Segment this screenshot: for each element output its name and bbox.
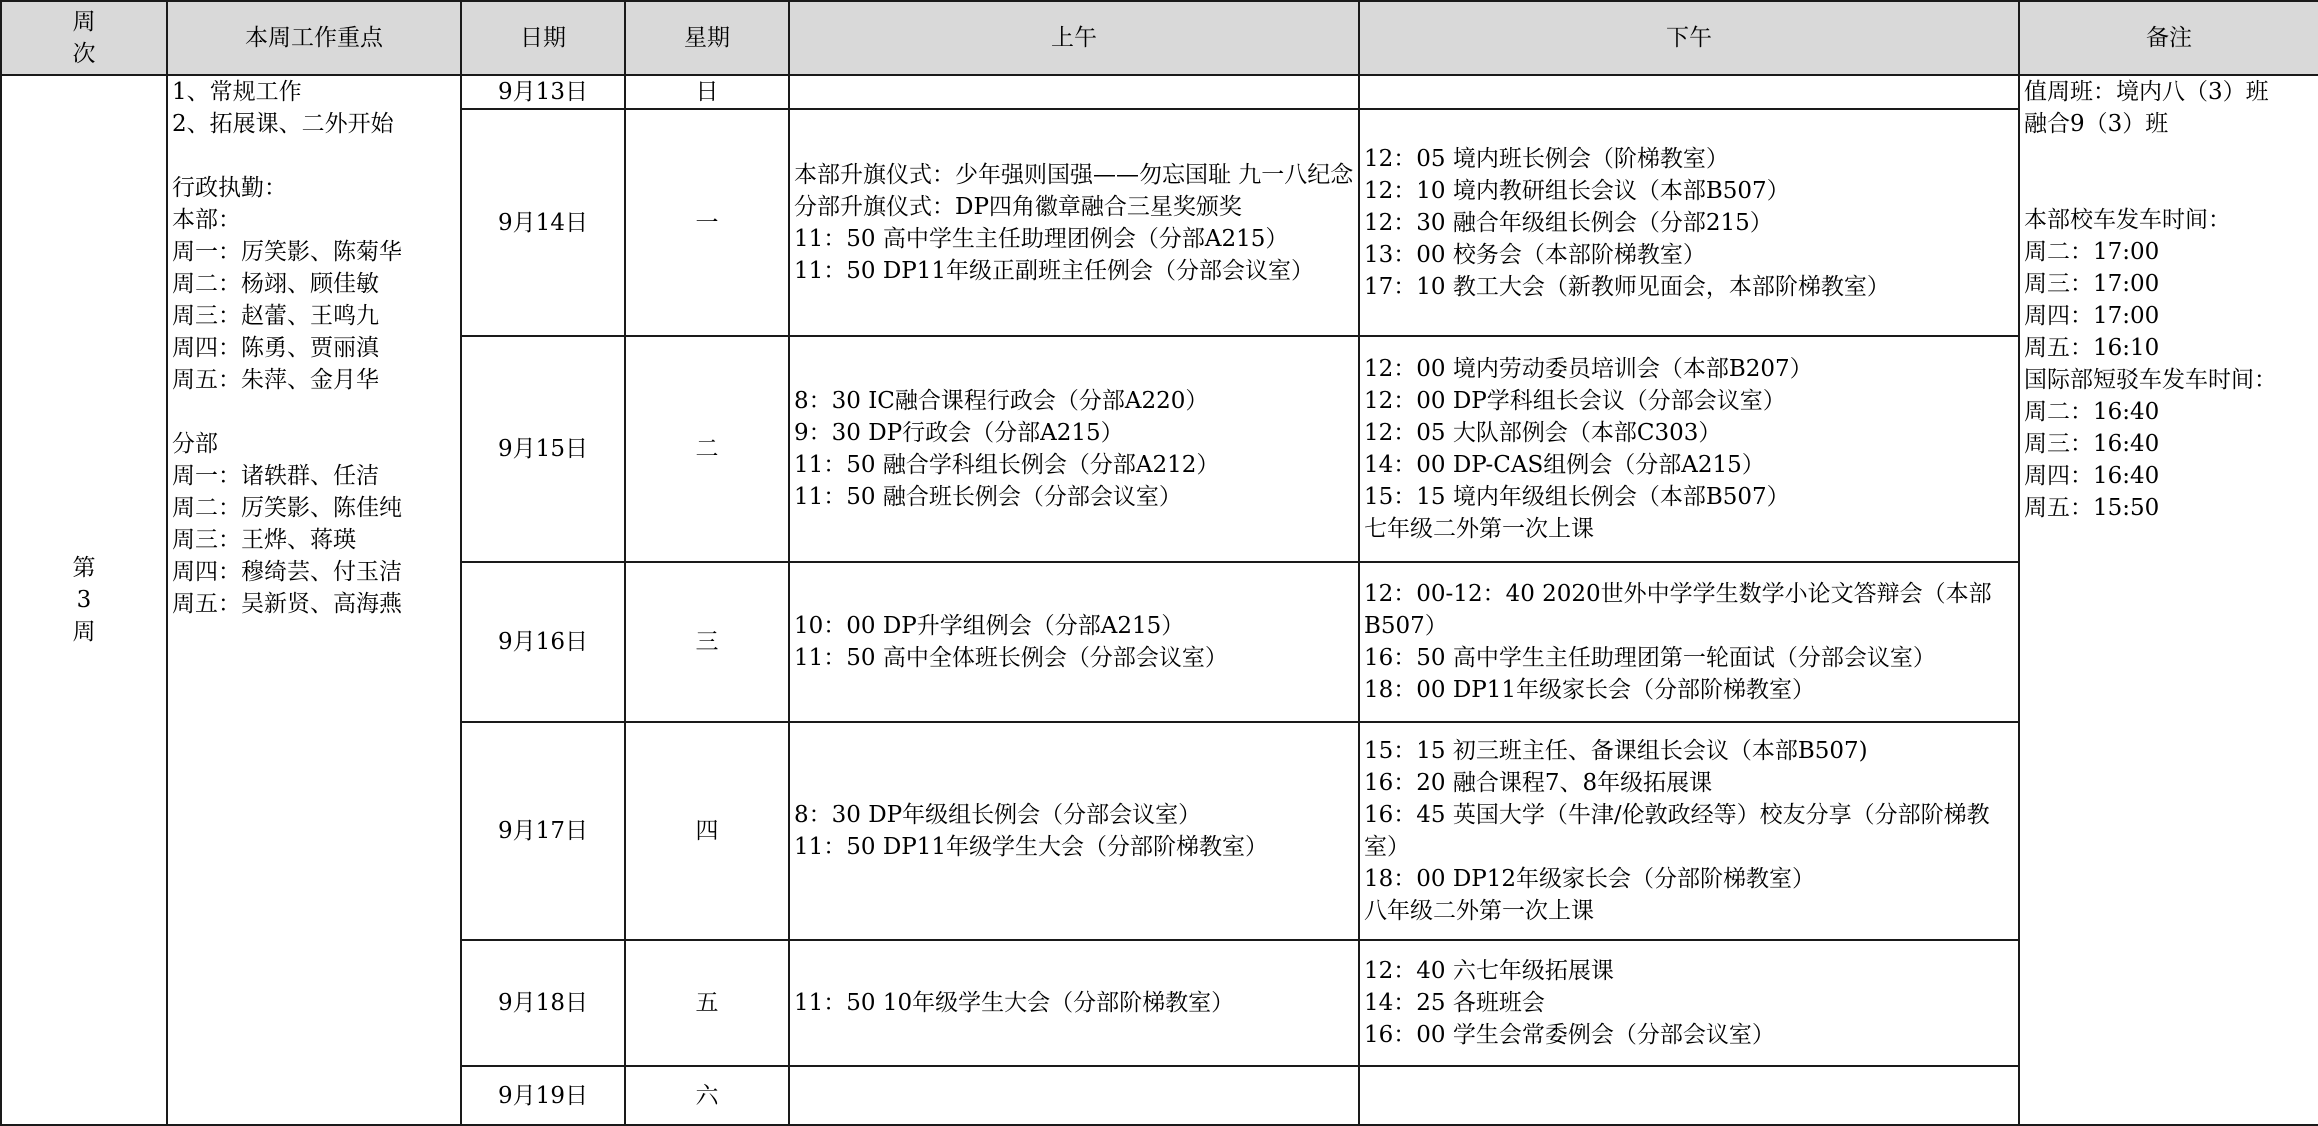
header-week-line-1: 周 <box>72 9 96 35</box>
afternoon-event: 12：00 境内劳动委员培训会（本部B207） <box>1364 356 1813 382</box>
focus-line: 周四：陈勇、贾丽滇 <box>172 335 379 361</box>
weekly-focus-cell <box>167 75 461 1125</box>
focus-line: 周一：厉笑影、陈菊华 <box>172 239 402 265</box>
header-date: 日期 <box>461 1 625 75</box>
notes-line: 周四：16:40 <box>2024 463 2160 489</box>
weekday-cell: 五 <box>625 940 789 1066</box>
notes-line <box>2024 140 2314 172</box>
afternoon-event: 12：00 DP学科组长会议（分部会议室） <box>1364 388 1786 414</box>
morning-cell <box>789 562 1359 722</box>
morning-cell <box>789 336 1359 562</box>
notes-line: 周五：15:50 <box>2024 495 2160 521</box>
afternoon-event: 15：15 初三班主任、备课组长会议（本部B507) <box>1364 738 1868 764</box>
morning-event: 本部升旗仪式：少年强则国强——勿忘国耻 九一八纪念 <box>794 161 1354 188</box>
afternoon-cell <box>1359 722 2019 940</box>
afternoon-event: 12：30 融合年级组长例会（分部215） <box>1364 209 1773 236</box>
focus-line: 行政执勤： <box>172 175 287 201</box>
header-focus: 本周工作重点 <box>167 1 461 75</box>
week-number-cell <box>1 75 167 1125</box>
afternoon-event: 12：40 六七年级拓展课 <box>1364 958 1614 984</box>
notes-line: 周二：17:00 <box>2024 239 2160 265</box>
notes-line: 值周班：境内八（3）班 <box>2024 79 2269 105</box>
notes-line: 国际部短驳车发车时间： <box>2024 367 2277 393</box>
morning-cell <box>789 722 1359 940</box>
week-label-char: 周 <box>72 619 96 645</box>
focus-line: 分部 <box>172 431 218 457</box>
notes-line: 周三：17:00 <box>2024 271 2160 297</box>
focus-line <box>172 140 456 172</box>
notes-line: 周三：16:40 <box>2024 431 2160 457</box>
afternoon-cell <box>1359 109 2019 336</box>
header-weekday: 星期 <box>625 1 789 75</box>
afternoon-event: 18：00 DP11年级家长会（分部阶梯教室） <box>1364 677 1816 703</box>
morning-event: 8：30 DP年级组长例会（分部会议室） <box>794 802 1202 828</box>
afternoon-event: 12：05 境内班长例会（阶梯教室） <box>1364 145 1729 172</box>
date-cell: 9月15日 <box>461 336 625 562</box>
notes-line <box>2024 172 2314 204</box>
morning-event: 11：50 高中全体班长例会（分部会议室） <box>794 645 1228 671</box>
focus-line: 周二：杨翊、顾佳敏 <box>172 271 379 297</box>
focus-line: 周五：吴新贤、高海燕 <box>172 591 402 617</box>
morning-event: 11：50 融合班长例会（分部会议室） <box>794 484 1182 510</box>
focus-line: 本部： <box>172 207 241 233</box>
header-afternoon: 下午 <box>1359 1 2019 75</box>
notes-line: 周五：16:10 <box>2024 335 2160 361</box>
date-cell: 9月18日 <box>461 940 625 1066</box>
afternoon-event: 14：00 DP-CAS组例会（分部A215） <box>1364 452 1765 478</box>
afternoon-event: 13：00 校务会（本部阶梯教室） <box>1364 241 1706 268</box>
header-row <box>1 1 2318 75</box>
morning-event: 10：00 DP升学组例会（分部A215） <box>794 613 1185 639</box>
weekday-cell: 一 <box>625 109 789 336</box>
focus-line: 1、常规工作 <box>172 79 302 105</box>
morning-event: 11：50 DP11年级正副班主任例会（分部会议室） <box>794 257 1315 284</box>
afternoon-event: 16：45 英国大学（牛津/伦敦政经等）校友分享（分部阶梯教室） <box>1364 802 1990 860</box>
notes-line: 融合9（3）班 <box>2024 111 2169 137</box>
afternoon-cell <box>1359 1066 2019 1125</box>
weekday-cell: 六 <box>625 1066 789 1125</box>
focus-line: 周二：厉笑影、陈佳纯 <box>172 495 402 521</box>
afternoon-cell <box>1359 75 2019 109</box>
afternoon-event: 15：15 境内年级组长例会（本部B507） <box>1364 484 1790 510</box>
focus-line: 周三：赵蕾、王鸣九 <box>172 303 379 329</box>
weekday-cell: 二 <box>625 336 789 562</box>
focus-line: 周四：穆绮芸、付玉洁 <box>172 559 402 585</box>
afternoon-event: 18：00 DP12年级家长会（分部阶梯教室） <box>1364 866 1816 892</box>
header-morning: 上午 <box>789 1 1359 75</box>
header-week-line-2: 次 <box>72 41 96 67</box>
morning-event: 11：50 DP11年级学生大会（分部阶梯教室） <box>794 834 1269 860</box>
date-cell: 9月13日 <box>461 75 625 109</box>
morning-event: 11：50 高中学生主任助理团例会（分部A215） <box>794 225 1289 252</box>
afternoon-event: 16：00 学生会常委例会（分部会议室） <box>1364 1022 1775 1048</box>
date-cell: 9月16日 <box>461 562 625 722</box>
afternoon-event: 12：05 大队部例会（本部C303） <box>1364 420 1722 446</box>
afternoon-event: 七年级二外第一次上课 <box>1364 516 1594 542</box>
afternoon-event: 16：50 高中学生主任助理团第一轮面试（分部会议室） <box>1364 645 1936 671</box>
notes-line: 本部校车发车时间： <box>2024 207 2231 233</box>
afternoon-event: 12：00-12：40 2020世外中学学生数学小论文答辩会（本部B507） <box>1364 581 1992 639</box>
morning-event: 9：30 DP行政会（分部A215） <box>794 420 1124 446</box>
morning-cell <box>789 75 1359 109</box>
date-cell: 9月17日 <box>461 722 625 940</box>
morning-event: 分部升旗仪式：DP四角徽章融合三星奖颁奖 <box>794 193 1242 220</box>
afternoon-cell <box>1359 336 2019 562</box>
afternoon-event: 16：20 融合课程7、8年级拓展课 <box>1364 770 1713 796</box>
afternoon-event: 八年级二外第一次上课 <box>1364 898 1594 924</box>
afternoon-cell <box>1359 940 2019 1066</box>
focus-line: 周一：诸轶群、任洁 <box>172 463 379 489</box>
afternoon-event: 17：10 教工大会（新教师见面会，本部阶梯教室） <box>1364 273 1890 300</box>
afternoon-event: 12：10 境内教研组长会议（本部B507） <box>1364 177 1790 204</box>
notes-line: 周四：17:00 <box>2024 303 2160 329</box>
day-row <box>1 75 2318 109</box>
morning-event: 8：30 IC融合课程行政会（分部A220） <box>794 388 1209 414</box>
date-cell: 9月14日 <box>461 109 625 336</box>
week-label-char: 第 <box>72 555 96 581</box>
afternoon-event: 14：25 各班班会 <box>1364 990 1545 1016</box>
focus-line: 2、拓展课、二外开始 <box>172 111 394 137</box>
week-label-char: 3 <box>76 587 92 613</box>
header-notes: 备注 <box>2019 1 2318 75</box>
weekday-cell: 四 <box>625 722 789 940</box>
morning-cell <box>789 109 1359 336</box>
header-week <box>1 1 167 75</box>
notes-duty-cell <box>2019 75 2318 1125</box>
morning-cell <box>789 1066 1359 1125</box>
afternoon-cell <box>1359 562 2019 722</box>
focus-line: 周五：朱萍、金月华 <box>172 367 379 393</box>
morning-event: 11：50 10年级学生大会（分部阶梯教室） <box>794 990 1235 1016</box>
weekday-cell: 三 <box>625 562 789 722</box>
weekday-cell: 日 <box>625 75 789 109</box>
focus-line <box>172 396 456 428</box>
date-cell: 9月19日 <box>461 1066 625 1125</box>
morning-cell <box>789 940 1359 1066</box>
focus-line: 周三：王烨、蒋瑛 <box>172 527 356 553</box>
notes-line: 周二：16:40 <box>2024 399 2160 425</box>
morning-event: 11：50 融合学科组长例会（分部A212） <box>794 452 1220 478</box>
schedule-body <box>1 75 2318 1125</box>
